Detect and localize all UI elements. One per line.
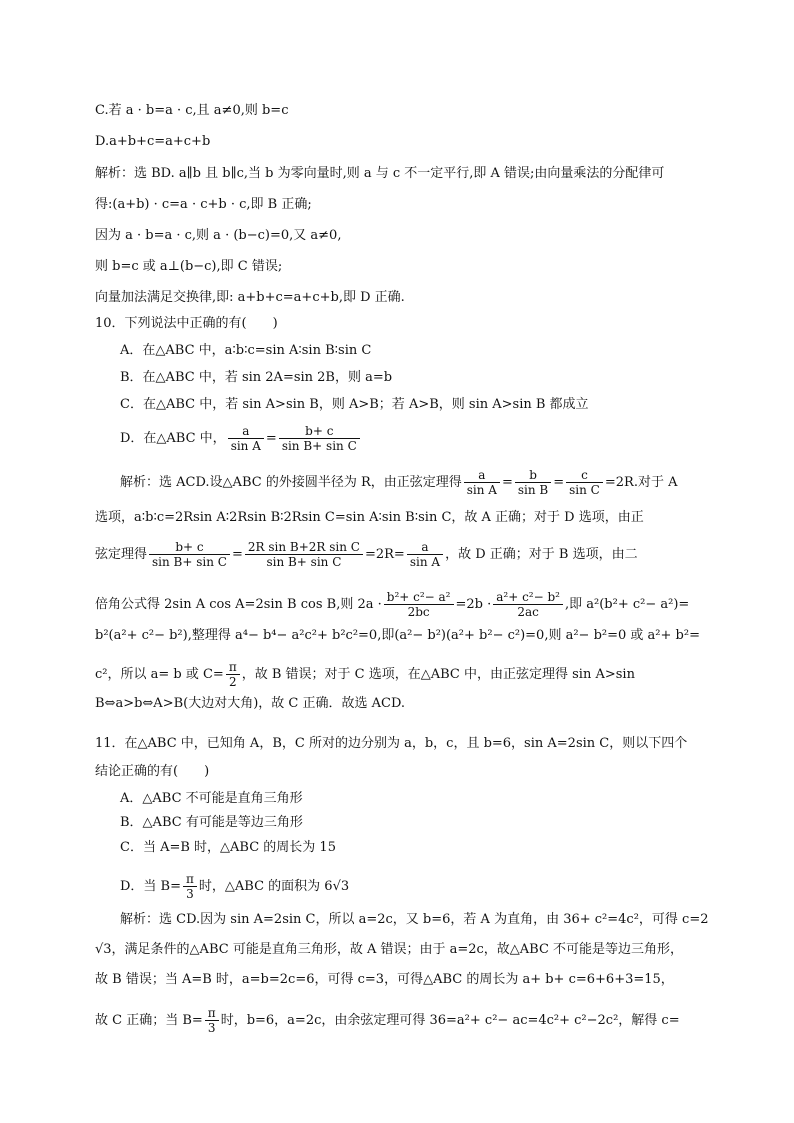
fraction: [183, 872, 197, 901]
option-d-label: D．在△ABC 中，: [120, 431, 226, 446]
numerator: a: [464, 468, 500, 483]
solution-10-line-6: [95, 660, 635, 689]
numerator: π: [205, 1006, 219, 1021]
numerator: c: [566, 468, 603, 483]
denominator: sin B: [517, 483, 549, 497]
denominator: 3: [207, 1021, 216, 1035]
solution-10-line-3: 弦定理得 $\frac{b+ c}{\text{sin B+ sin C}}$ = $\frac{\text{2R sin B+2R sin C}}{\text{sin B+ sin C}}$ =2R= $\frac{a}{\text{sin A}}$ ，故 D 正确；对于 B 选项，由二: [95, 540, 638, 569]
fraction: [245, 540, 363, 569]
solution-9-line-4: 则 b=c 或 a⊥(b−c),即 C 错误;: [95, 259, 283, 274]
equals: =: [265, 431, 277, 446]
text: 倍角公式得 2sin A cos A=2sin B cos B,则 2a ·: [95, 597, 382, 612]
fraction: [279, 424, 360, 453]
text: 故 C 正确；当 B=: [95, 1013, 203, 1028]
numerator: a: [228, 424, 264, 439]
fraction: [205, 1006, 219, 1035]
numerator: 2R sin B+2R sin C: [245, 540, 363, 555]
numerator: b²+ c²− a²: [384, 590, 454, 605]
denominator: sin B+ sin C: [266, 555, 342, 569]
question-11-option-d: [120, 872, 349, 901]
text: 解析：选 ACD.设△ABC 的外接圆半径为 R，由正弦定理得: [120, 475, 462, 490]
fraction: [493, 590, 563, 619]
question-10-option-c: C．在△ABC 中，若 sin A>sin B，则 A>B；若 A>B，则 sin A>sin B 都成立: [120, 397, 589, 412]
question-11-stem-line-2: 结论正确的有( ): [95, 764, 210, 779]
question-10-option-d: [120, 424, 362, 453]
solution-10-line-5: b²(a²+ c²− b²),整理得 a⁴− b⁴− a²c²+ b²c²=0,即(a²− b²)(a²+ b²− c²)=0,则 a²− b²=0 或 a²+ b²=: [95, 628, 700, 643]
denominator: sin C: [569, 483, 600, 497]
text: =2R.对于 A: [604, 475, 678, 490]
denominator: 2: [228, 675, 237, 689]
numerator: π: [183, 872, 197, 887]
solution-9-line-3: 因为 a · b=a · c,则 a · (b−c)=0,又 a≠0,: [95, 228, 342, 243]
numerator: a: [407, 540, 443, 555]
fraction: [407, 540, 443, 569]
solution-11-line-3: 故 B 错误；当 A=B 时，a=b=2c=6，可得 c=3，可得△ABC 的周长为 a+ b+ c=6+6+3=15，: [95, 972, 674, 987]
option-d-vector: D.a+b+c=a+c+b: [95, 134, 211, 149]
solution-10-line-7: B⇔a>b⇔A>B(大边对大角)，故 C 正确．故选 ACD.: [95, 696, 406, 711]
denominator: 2ac: [517, 605, 539, 619]
question-10-option-a: A．在△ABC 中，a∶b∶c=sin A∶sin B∶sin C: [120, 343, 372, 358]
fraction: [149, 540, 230, 569]
fraction: [515, 468, 551, 497]
denominator: sin A: [466, 483, 497, 497]
question-11-option-b: B．△ABC 有可能是等边三角形: [120, 815, 303, 830]
question-11-option-a: A．△ABC 不可能是直角三角形: [120, 791, 303, 806]
solution-10-line-1: 解析：选 ACD.设△ABC 的外接圆半径为 R，由正弦定理得 $\frac{a}{\text{sin A}}$ = $\frac{b}{\text{sin B}}$ = $\frac{c}{\text{sin C}}$ =2R.对于 A: [120, 468, 678, 497]
option-c-vector: C.若 a · b=a · c,且 a≠0,则 b=c: [95, 103, 289, 118]
solution-10-line-2: 选项，a∶b∶c=2Rsin A∶2Rsin B∶2Rsin C=sin A∶sin B∶sin C，故 A 正确；对于 D 选项，由正: [95, 510, 644, 525]
fraction: [226, 660, 240, 689]
text: 时，b=6，a=2c，由余弦定理可得 36=a²+ c²− ac=4c²+ c²−2c²，解得 c=: [220, 1013, 680, 1028]
denominator: sin A: [409, 555, 441, 569]
text: ,即 a²(b²+ c²− a²)=: [564, 597, 690, 612]
numerator: b: [515, 468, 551, 483]
solution-9-line-1: 解析：选 BD. a∥b 且 b∥c,当 b 为零向量时,则 a 与 c 不一定平行,即 A 错误;由向量乘法的分配律可: [95, 166, 665, 181]
fraction: [464, 468, 500, 497]
denominator: sin B+ sin C: [152, 555, 227, 569]
question-10-stem: 10．下列说法中正确的有( ): [95, 316, 278, 331]
text: =2b ·: [455, 597, 492, 612]
solution-11-line-1: 解析：选 CD.因为 sin A=2sin C，所以 a=2c，又 b=6，若 A 为直角，由 36+ c²=4c²，可得 c=2: [120, 912, 709, 927]
solution-11-line-2: √3，满足条件的△ABC 可能是直角三角形，故 A 错误；由于 a=2c，故△ABC 不可能是等边三角形，: [95, 942, 684, 957]
text: D．当 B=: [120, 879, 182, 894]
question-10-option-b: B．在△ABC 中，若 sin 2A=sin 2B，则 a=b: [120, 370, 393, 385]
denominator: 3: [186, 887, 194, 901]
denominator: sin B+ sin C: [281, 439, 357, 453]
fraction: [384, 590, 454, 619]
fraction: [566, 468, 603, 497]
denominator: 2bc: [407, 605, 430, 619]
denominator: sin A: [230, 439, 261, 453]
text: 时，△ABC 的面积为 6√3: [198, 879, 350, 894]
numerator: b+ c: [149, 540, 230, 555]
solution-9-line-2: 得:(a+b) · c=a · c+b · c,即 B 正确;: [95, 197, 312, 212]
fraction: [228, 424, 264, 453]
text: ，故 D 正确；对于 B 选项，由二: [445, 547, 638, 562]
numerator: π: [226, 660, 240, 675]
text: c²，所以 a= b 或 C=: [95, 667, 224, 682]
solution-9-line-5: 向量加法满足交换律,即: a+b+c=a+c+b,即 D 正确.: [95, 290, 405, 305]
question-11-stem-line-1: 11．在△ABC 中，已知角 A，B，C 所对的边分别为 a，b，c，且 b=6，sin A=2sin C，则以下四个: [95, 736, 688, 751]
text: ，故 B 错误；对于 C 选项，在△ABC 中，由正弦定理得 sin A>sin: [241, 667, 635, 682]
solution-11-line-4: [95, 1006, 680, 1035]
solution-10-line-4: [95, 590, 689, 619]
text: 弦定理得: [95, 547, 148, 562]
question-11-option-c: C．当 A=B 时，△ABC 的周长为 15: [120, 840, 336, 855]
text: =2R=: [364, 547, 405, 562]
numerator: a²+ c²− b²: [493, 590, 563, 605]
numerator: b+ c: [279, 424, 360, 439]
